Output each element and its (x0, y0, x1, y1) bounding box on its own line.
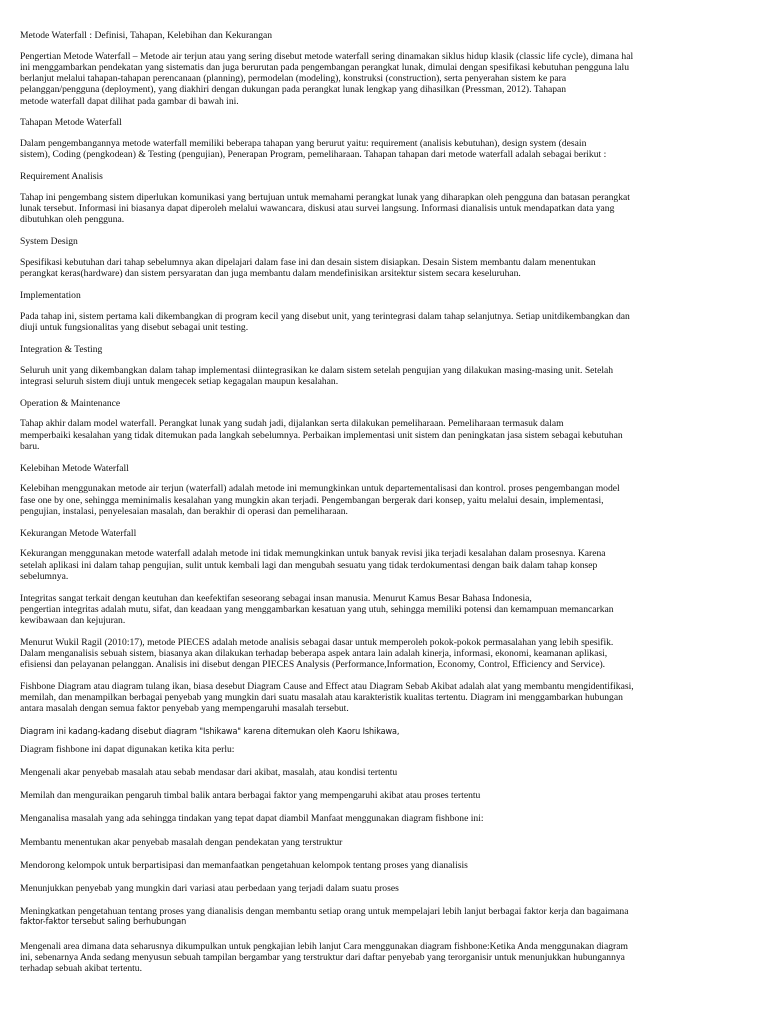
fishbone-usage-intro: Diagram fishbone ini dapat digunakan ketika kita perlu: (20, 743, 235, 755)
advantages-paragraph: Kelebihan menggunakan metode air terjun (waterfall) adalah metode ini memungkinkan untuk departementalisasi dan kontrol. proses pengembangan model fase one by one, sehingga meminimalis kesalahan yang mungkin akan terjadi. Pengembangan bergerak dari konsep, yaitu melalui desain, implementasi, pengujian, instalasi, penyelesaian masalah, dan berakhir di operasi dan pemeliharaan. (20, 483, 620, 517)
stages-heading: Tahapan Metode Waterfall (20, 117, 122, 129)
operation-maintenance-paragraph: Tahap akhir dalam model waterfall. Perangkat lunak yang sudah jadi, dijalankan serta dilakukan pemeliharaan. Pemeliharaan termasuk dalam memperbaiki kesalahan yang tidak ditemukan pada langkah sebelumnya. Perbaikan implementasi unit sistem dan peningkatan jasa sistem sebagai kebutuhan baru. (20, 418, 623, 452)
system-design-paragraph: Spesifikasi kebutuhan dari tahap sebelumnya akan dipelajari dalam fase ini dan desain sistem disiapkan. Desain Sistem membantu dalam menentukan perangkat keras(hardware) dan sistem persyaratan dan juga membantu dalam mendefinisikan arsitektur sistem secara keseluruhan. (20, 257, 596, 280)
operation-maintenance-heading: Operation & Maintenance (20, 397, 121, 409)
integration-testing-heading: Integration & Testing (20, 343, 103, 355)
stages-intro-paragraph: Dalam pengembangannya metode waterfall memiliki beberapa tahapan yang berurut yaitu: requirement (analisis kebutuhan), design system (desain sistem), Coding (pengkodean) & Testing (pengujian), Penerapan Program, pemeliharaan. Tahapan tahapan dari metode waterfall adalah sebagai berikut : (20, 138, 607, 161)
implementation-heading: Implementation (20, 290, 81, 301)
implementation-paragraph: Pada tahap ini, sistem pertama kali dikembangkan di program kecil yang disebut unit, yang terintegrasi dalam tahap selanjutnya. Setiap unitdikembangkan dan diuji untuk fungsionalitas yang disebut sebagai unit testing. (20, 310, 630, 333)
disadvantages-paragraph: Kekurangan menggunakan metode waterfall adalah metode ini tidak memungkinkan untuk banyak revisi jika terjadi kesalahan dalam prosesnya. Karena setelah aplikasi ini dalam tahap pengujian, sulit untuk kembali lagi dan mengubah sesuatu yang tidak terdokumentasi dengan baik dalam tahap konsep sebelumnya. (20, 548, 606, 582)
system-design-heading: System Design (20, 236, 78, 248)
integration-testing-paragraph: Seluruh unit yang dikembangkan dalam tahap implementasi diintegrasikan ke dalam sistem setelah pengujian yang dilakukan masing-masing unit. Setelah integrasi seluruh sistem diuji untuk mengecek setiap kegagalan maupun kesalahan. (20, 364, 614, 387)
benefit-item: Mendorong kelompok untuk berpartisipasi dan memanfaatkan pengetahuan kelompok tentang proses yang dianalisis (20, 859, 468, 871)
disadvantages-heading: Kekurangan Metode Waterfall (20, 527, 137, 539)
integrity-paragraph: Integritas sangat terkait dengan keutuhan dan keefektifan seseorang sebagai insan manusia. Menurut Kamus Besar Bahasa Indonesia, pengertian integritas adalah mutu, sifat, dan keadaan yang menggambarkan kesatuan yang utuh, sehingga memiliki potensi dan kemampuan memancarkan kewibawaan dan kejujuran. (20, 592, 614, 626)
benefit-item: Meningkatkan pengetahuan tentang proses yang dianalisis dengan membantu setiap orang untuk mempelajari lebih lanjut berbagai faktor kerja dan bagaimana (20, 906, 629, 918)
usage-item: Mengenali akar penyebab masalah atau sebab mendasar dari akibat, masalah, atau kondisi tertentu (20, 767, 398, 779)
advantages-heading: Kelebihan Metode Waterfall (20, 462, 129, 474)
usage-item: Menganalisa masalah yang ada sehingga tindakan yang tepat dapat diambil Manfaat menggunakan diagram fishbone ini: (20, 813, 484, 825)
benefit-item: Membantu menentukan akar penyebab masalah dengan pendekatan yang terstruktur (20, 836, 343, 848)
requirement-heading: Requirement Analisis (20, 171, 103, 183)
benefit-item: Menunjukkan penyebab yang mungkin dari variasi atau perbedaan yang terjadi dalam suatu proses (20, 883, 399, 895)
benefit-item: Mengenali area dimana data seharusnya dikumpulkan untuk pengkajian lebih lanjut Cara menggunakan diagram fishbone:Ketika Anda menggunakan diagram ini, sebenarnya Anda sedang menyusun sebuah tampilan bergambar yang terstruktur dari daftar penyebab yang terorganisir untuk menunjukkan hubungannya terhadap sebuah akibat tertentu. (20, 940, 628, 975)
benefit-item-continuation: faktor-faktor tersebut saling berhubungan (20, 917, 187, 928)
document-title: Metode Waterfall : Definisi, Tahapan, Kelebihan dan Kekurangan (20, 30, 273, 41)
usage-item: Memilah dan menguraikan pengaruh timbal balik antara berbagai faktor yang mempengaruhi akibat atau proses tertentu (20, 790, 481, 802)
waterfall-definition-paragraph: Pengertian Metode Waterfall – Metode air terjun atau yang sering disebut metode waterfall sering dinamakan siklus hidup klasik (classic life cycle), dimana hal ini menggambarkan pendekatan yang sistematis dan juga berurutan pada pengembangan perangkat lunak, dimulai dengan spesifikasi kebutuhan pengguna lalu berlanjut melalui tahapan-tahapan perencanaan (planning), permodelan (modeling), konstruksi (construction), serta penyerahan sistem ke para pelanggan/pengguna (deployment), yang diakhiri dengan dukungan pada perangkat lunak lengkap yang dihasilkan (Pressman, 2012). Tahapan metode waterfall dapat dilihat pada gambar di bawah ini. (20, 50, 634, 107)
fishbone-paragraph: Fishbone Diagram atau diagram tulang ikan, biasa desebut Diagram Cause and Effect atau Diagram Sebab Akibat adalah alat yang membantu mengidentifikasi, memilah, dan menampilkan berbagai penyebab yang mungkin dari suatu masalah atau karakteristik kualitas tertentu. Diagram ini menggambarkan hubungan antara masalah dengan semua faktor penyebab yang mempengaruhi masalah tersebut. (20, 681, 634, 715)
pieces-paragraph: Menurut Wukil Ragil (2010:17), metode PIECES adalah metode analisis sebagai dasar untuk memperoleh pokok-pokok permasalahan yang lebih spesifik. Dalam menganalisis sebuah sistem, biasanya akan dilakukan terhadap beberapa aspek antara lain adalah kinerja, informasi, ekonomi, keamanan aplikasi, efisiensi dan pelayanan pelanggan. Analisis ini disebut dengan PIECES Analysis (Performance,Information, Economy, Control, Efficiency and Service). (20, 636, 614, 671)
ishikawa-paragraph: Diagram ini kadang-kadang disebut diagram "Ishikawa" karena ditemukan oleh Kaoru Ishikawa, (20, 726, 400, 737)
requirement-paragraph: Tahap ini pengembang sistem diperlukan komunikasi yang bertujuan untuk memahami perangkat lunak yang diharapkan oleh pengguna dan batasan perangkat lunak tersebut. Informasi ini biasanya dapat diperoleh melalui wawancara, diskusi atau survei langsung. Informasi dianalisis untuk mendapatkan data yang dibutuhkan oleh pengguna. (20, 192, 630, 226)
